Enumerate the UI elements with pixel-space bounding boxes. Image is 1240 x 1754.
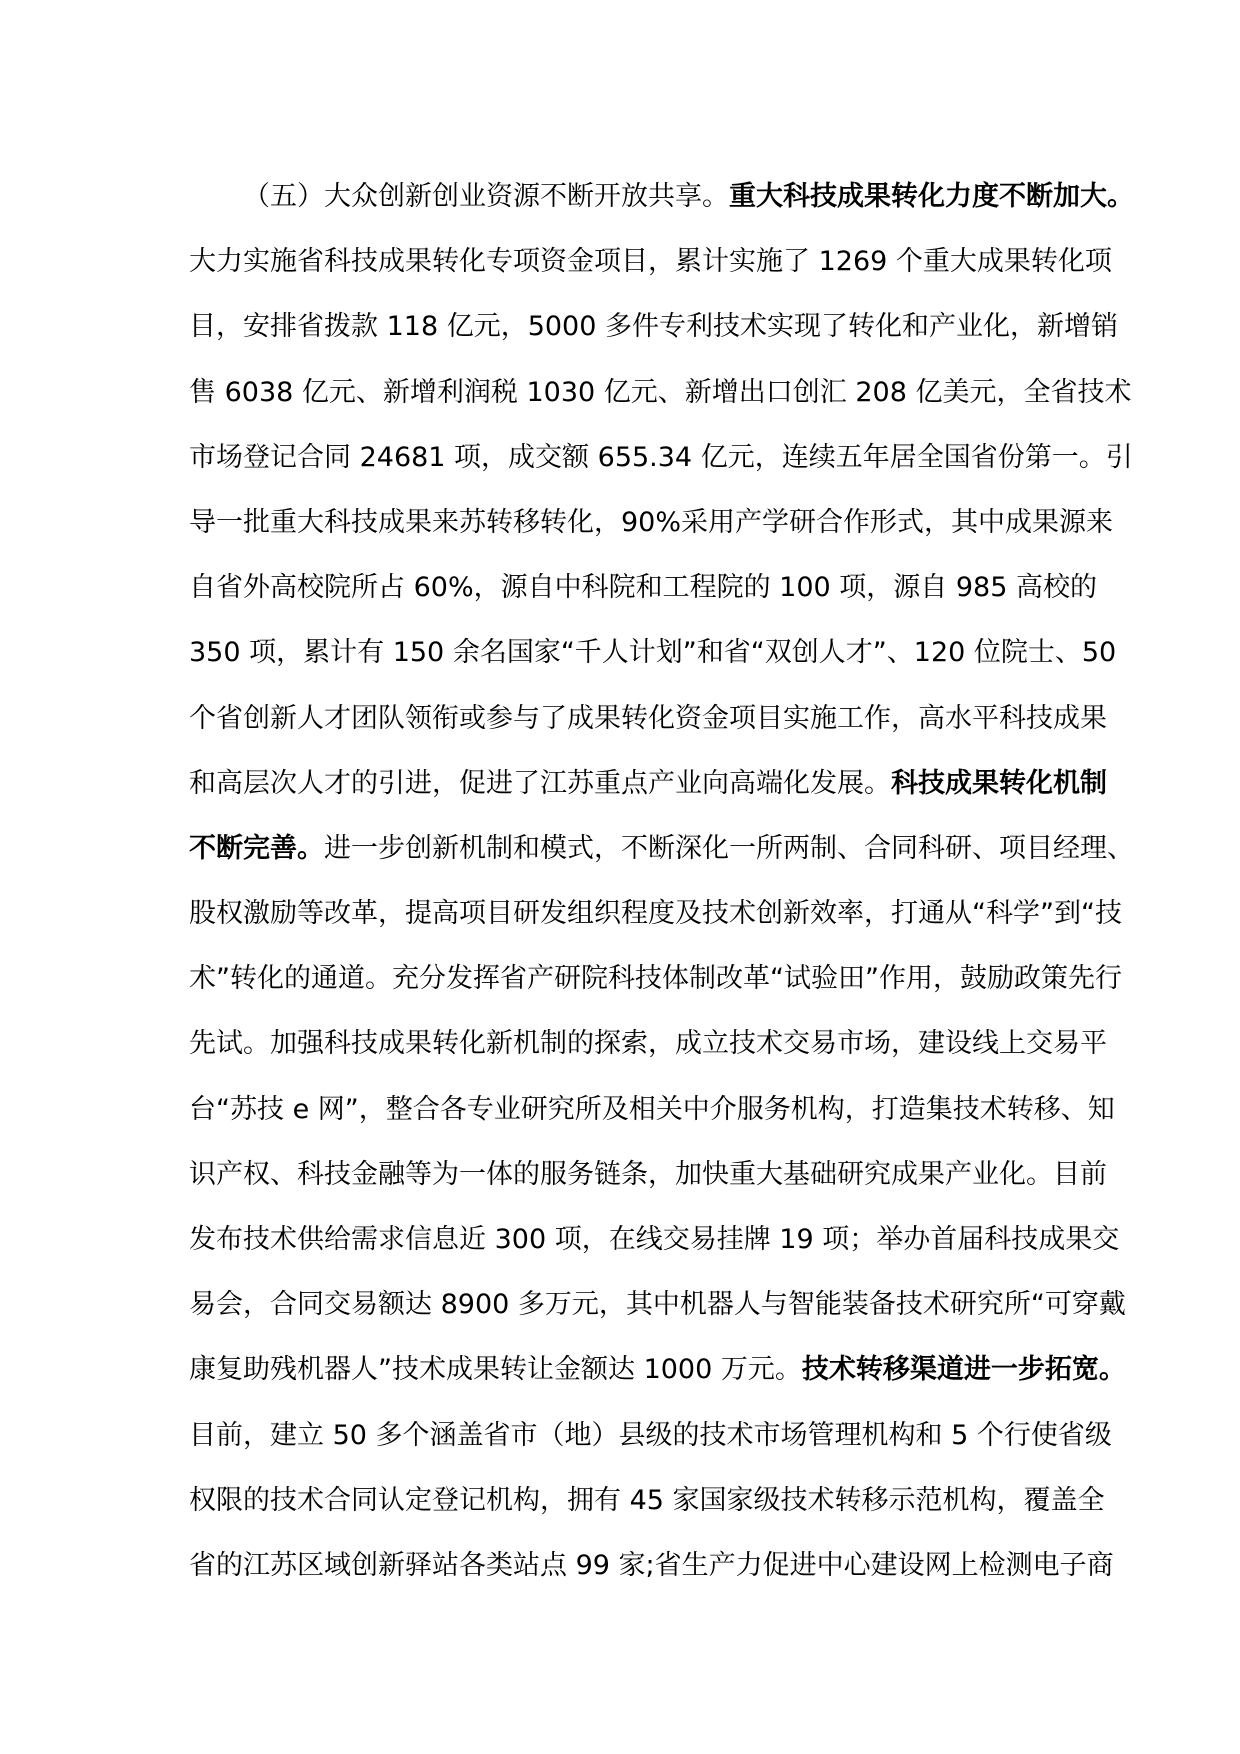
text-line — [189, 1219, 1120, 1284]
bold-heading-text: 技术转移渠道进一步拓宽。 — [801, 1354, 1126, 1386]
text-line — [189, 632, 1117, 697]
body-text: 350 项，累计有 150 余名国家“千人计划”和省“双创人才”、120 位院士、50 — [189, 637, 1117, 669]
text-line — [189, 1545, 1114, 1610]
body-text: 术”转化的通道。充分发挥省产研院科技体制改革“试验田”作用，鼓励政策先行 — [189, 963, 1122, 995]
text-line — [189, 1154, 1107, 1219]
body-text: 目，安排省拨款 118 亿元，5000 多件专利技术实现了转化和产业化，新增销 — [189, 311, 1118, 343]
body-text: 导一批重大科技成果来苏转移转化，90%采用产学研合作形式，其中成果源来 — [189, 506, 1114, 538]
body-text: 识产权、科技金融等为一体的服务链条，加快重大基础研究成果产业化。目前 — [189, 1158, 1107, 1190]
body-text: 股权激励等改革，提高项目研发组织程度及技术创新效率，打通从“科学”到“技 — [189, 898, 1122, 930]
text-line — [189, 1349, 1126, 1414]
text-line — [189, 958, 1122, 1023]
body-text: 发布技术供给需求信息近 300 项，在线交易挂牌 19 项；举办首届科技成果交 — [189, 1224, 1120, 1255]
text-line — [189, 828, 1134, 893]
text-line — [189, 1415, 1112, 1480]
body-text: 售 6038 亿元、新增利润税 1030 亿元、新增出口创汇 208 亿美元，全省技术 — [189, 376, 1132, 408]
text-line — [189, 372, 1132, 437]
text-line — [189, 437, 1133, 502]
body-text: 台“苏技 e 网”，整合各专业研究所及相关中介服务机构，打造集技术转移、知 — [189, 1093, 1115, 1125]
text-line — [189, 241, 1112, 306]
body-text: （五）大众创新创业资源不断开放共享。 — [243, 181, 729, 212]
body-text: 个省创新人才团队领衔或参与了成果转化资金项目实施工作，高水平科技成果 — [189, 702, 1107, 734]
body-text: 省的江苏区域创新驿站各类站点 99 家;省生产力促进中心建设网上检测电子商 — [189, 1549, 1114, 1581]
body-text: 康复助残机器人”技术成果转让金额达 1000 万元。 — [189, 1354, 802, 1386]
text-line — [189, 306, 1118, 371]
text-line — [189, 502, 1114, 567]
body-text: 权限的技术合同认定登记机构，拥有 45 家国家级技术转移示范机构，覆盖全 — [189, 1484, 1105, 1516]
text-line — [189, 893, 1122, 958]
text-line — [189, 567, 1097, 632]
body-text: 进一步创新机制和模式，不断深化一所两制、合同科研、项目经理、 — [324, 832, 1134, 864]
body-text: 大力实施省科技成果转化专项资金项目，累计实施了 1269 个重大成果转化项 — [189, 246, 1112, 278]
body-text: 先试。加强科技成果转化新机制的探索，成立技术交易市场，建设线上交易平 — [189, 1028, 1107, 1060]
bold-heading-text: 不断完善。 — [189, 832, 324, 864]
text-line — [189, 1089, 1115, 1154]
text-line — [189, 176, 1134, 241]
bold-heading-text: 重大科技成果转化力度不断加大。 — [729, 181, 1134, 212]
document-body — [189, 176, 1134, 1610]
text-line — [189, 1023, 1107, 1088]
body-text: 目前，建立 50 多个涵盖省市（地）县级的技术市场管理机构和 5 个行使省级 — [189, 1419, 1112, 1451]
text-line — [189, 763, 1107, 828]
body-text: 自省外高校院所占 60%，源自中科院和工程院的 100 项，源自 985 高校的 — [189, 572, 1097, 604]
body-text: 和高层次人才的引进，促进了江苏重点产业向高端化发展。 — [189, 767, 891, 799]
text-line — [189, 1284, 1126, 1349]
text-line — [189, 1480, 1105, 1545]
body-text: 易会，合同交易额达 8900 多万元，其中机器人与智能装备技术研究所“可穿戴 — [189, 1289, 1126, 1321]
text-line — [189, 698, 1107, 763]
bold-heading-text: 科技成果转化机制 — [891, 767, 1107, 799]
body-text: 市场登记合同 24681 项，成交额 655.34 亿元，连续五年居全国省份第一。引 — [189, 441, 1133, 473]
